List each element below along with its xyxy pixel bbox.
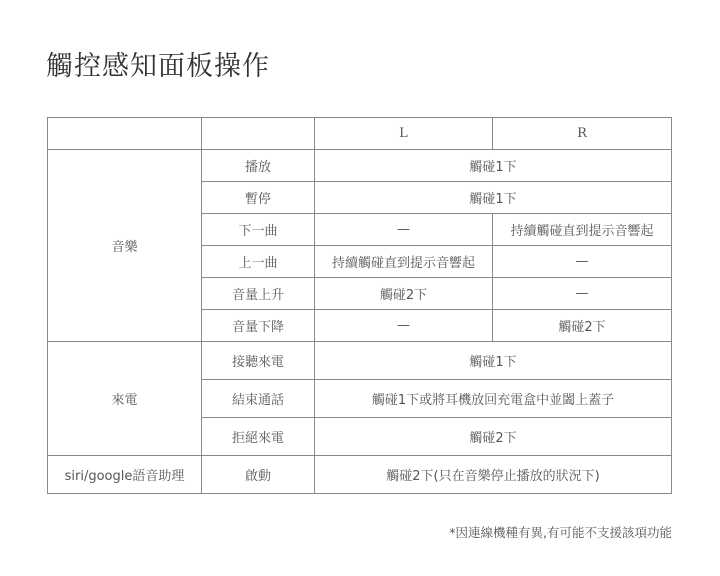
header-corner-cell — [48, 118, 202, 150]
header-action-cell — [202, 118, 315, 150]
header-right-earbud: R — [493, 118, 672, 150]
table-row — [48, 342, 672, 380]
action-play: 播放 — [202, 150, 315, 182]
footnote: *因連線機種有異,有可能不支援該項功能 — [449, 525, 672, 540]
category-voice-assistant: siri/google語音助理 — [48, 456, 202, 494]
touch-operations-table — [47, 117, 672, 494]
gesture-previous-track-right: — — [493, 246, 672, 278]
gesture-answer-call: 觸碰1下 — [315, 342, 672, 380]
gesture-activate: 觸碰2下(只在音樂停止播放的狀況下) — [315, 456, 672, 494]
gesture-pause: 觸碰1下 — [315, 182, 672, 214]
gesture-volume-up-left: 觸碰2下 — [315, 278, 493, 310]
gesture-next-track-right: 持續觸碰直到提示音響起 — [493, 214, 672, 246]
gesture-play: 觸碰1下 — [315, 150, 672, 182]
action-previous-track: 上一曲 — [202, 246, 315, 278]
gesture-volume-down-left: — — [315, 310, 493, 342]
table-header-row — [48, 118, 672, 150]
action-reject-call: 拒絕來電 — [202, 418, 315, 456]
action-answer-call: 接聽來電 — [202, 342, 315, 380]
action-volume-down: 音量下降 — [202, 310, 315, 342]
gesture-end-call: 觸碰1下或將耳機放回充電盒中並闔上蓋子 — [315, 380, 672, 418]
gesture-volume-up-right: — — [493, 278, 672, 310]
category-music: 音樂 — [48, 150, 202, 342]
action-activate: 啟動 — [202, 456, 315, 494]
table-row — [48, 456, 672, 494]
action-pause: 暫停 — [202, 182, 315, 214]
header-left-earbud: L — [315, 118, 493, 150]
gesture-next-track-left: — — [315, 214, 493, 246]
action-next-track: 下一曲 — [202, 214, 315, 246]
action-volume-up: 音量上升 — [202, 278, 315, 310]
gesture-volume-down-right: 觸碰2下 — [493, 310, 672, 342]
page-title: 觸控感知面板操作 — [46, 51, 270, 82]
category-incoming-call: 來電 — [48, 342, 202, 456]
gesture-reject-call: 觸碰2下 — [315, 418, 672, 456]
table-row — [48, 150, 672, 182]
gesture-previous-track-left: 持續觸碰直到提示音響起 — [315, 246, 493, 278]
action-end-call: 結束通話 — [202, 380, 315, 418]
